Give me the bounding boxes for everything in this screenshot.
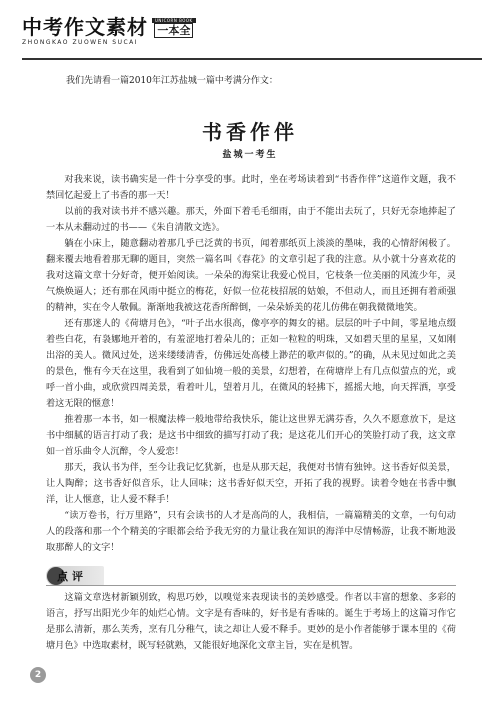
comment-label-text: 点评 (57, 570, 87, 583)
series-badge (152, 18, 196, 38)
page-number: 2 (30, 667, 46, 683)
page-header (22, 14, 482, 60)
comment-divider (46, 585, 456, 586)
comment-paragraph: 这篇文章选材新颖别致，构思巧妙，以嗅觉来表现读书的美妙感受。作者以丰富的想象、多彩的语言，抒写出阳光少年的灿烂心情。文字是有香味的，好书是有香味的。诞生于考场上的这篇习作它是那么清新，那么芙秀，烹有几分稚气，读之却让人爱不释手。更妙的是小作者能够于课本里的《荷塘月色》中选取素材，既写轻就熟，又能很好地深化文章主旨，实在是机智。 (46, 592, 456, 651)
series-badge-main: 一本全 (154, 23, 193, 38)
series-subtitle: ZHONGKAO ZUOWEN SUCAI (22, 39, 139, 46)
series-title: 中考作文素材 (22, 15, 148, 39)
article-paragraph: 躺在小床上，随意翻动着那几乎已泛黄的书页，闻着那纸页上淡淡的墨味，我的心情舒闲极了。翻来覆去地看着那无聊的题目，突然一篇名叫《春花》的文章引起了我的注意。从小就十分喜欢花的我对这篇文章十分好奇，便开始阅读。一朵朵的海棠让我爱心悦目，它枝条一位美丽的风流少年，灵气焕焕逼人；还有那在风雨中挺立的梅花，好似一位花枝招展的姑娘，不但动人，而且还拥有着顽强的精神，实在令人敬佩。渐渐地我被这花香所醉倒，一朵朵娇美的花儿仿佛在朝我微微地笑。 (46, 238, 456, 313)
article-title: 书香作伴 (202, 120, 298, 144)
article-paragraph: 对我来说，读书确实是一件十分享受的事。此时，坐在考场读着到“书香作伴”这道作文题，我不禁回忆起爱上了书香的那一天！ (46, 174, 456, 201)
article-paragraph: 以前的我对读书并不感兴趣。那天，外面下着毛毛细雨，由于不能出去玩了，只好无奈地捧起了一本从未翻动过的书——《朱自清散文选》。 (46, 206, 456, 233)
article-paragraph: 那天，我认书为伴，至今让我记忆犹新，也是从那天起，我便对书情有独钟。这书香好似美景，让人陶醉；这书香好似音乐，让人回味；这书香好似天空，开拓了我的视野。读着令她在书香中飘洋，让人惬意，让人爱不释手！ (46, 462, 456, 505)
series-logo (22, 15, 196, 46)
intro-line: 我们先请看一篇2010年江苏盐城一篇中考满分作文： (66, 76, 278, 86)
article-paragraph: 还有那迷人的《荷塘月色》，“叶子出水很高，像亭亭的舞女的裙。层层的叶子中间，零星地点缀着些白花，有袅娜地开着的，有羞涩地打着朵儿的；正如一粒粒的明珠，又如碧天里的星星，又如刚出浴的美人。微风过处，送来缕缕清香，仿佛远处高楼上渺茫的歌声似的。”的确，从未见过如此之美的景色，惟有今天在这里，我看到了如仙境一般的美景，幻想着，在荷塘岸上有几点似萤点的光，或呼一首小曲，或欣赏四周美景，看着叶儿，望着月儿，在微风的轻拂下，摇摇大地，向天挥洒，享受着这无限的惬意！ (46, 318, 456, 409)
article-author: 盐城一考生 (222, 150, 278, 160)
article-paragraph: 推着那一本书，如一根魔法棒一般地带给我快乐，能让这世界无满芬香，久久不愿意放下，是这书中细腻的语言打动了我；是这书中细致的描写打动了我；是这花儿们开心的笑脸打动了我，这文章如一首乐曲令人沉醉，令人爱恋！ (46, 414, 456, 457)
article-body (46, 172, 456, 556)
comment-body (46, 590, 456, 654)
series-badge-top: UNICORN BOOK (152, 18, 196, 23)
article-paragraph: “读万卷书，行万里路”，只有会读书的人才是高尚的人，我相信，一篇篇精美的文章，一句句动人的段落和那一个个精美的字眼都会给予我无穷的力量让我在知识的海洋中尽情畅游，让我不断地汲取那醉人的文字！ (46, 510, 456, 553)
comment-section-label (46, 566, 104, 586)
